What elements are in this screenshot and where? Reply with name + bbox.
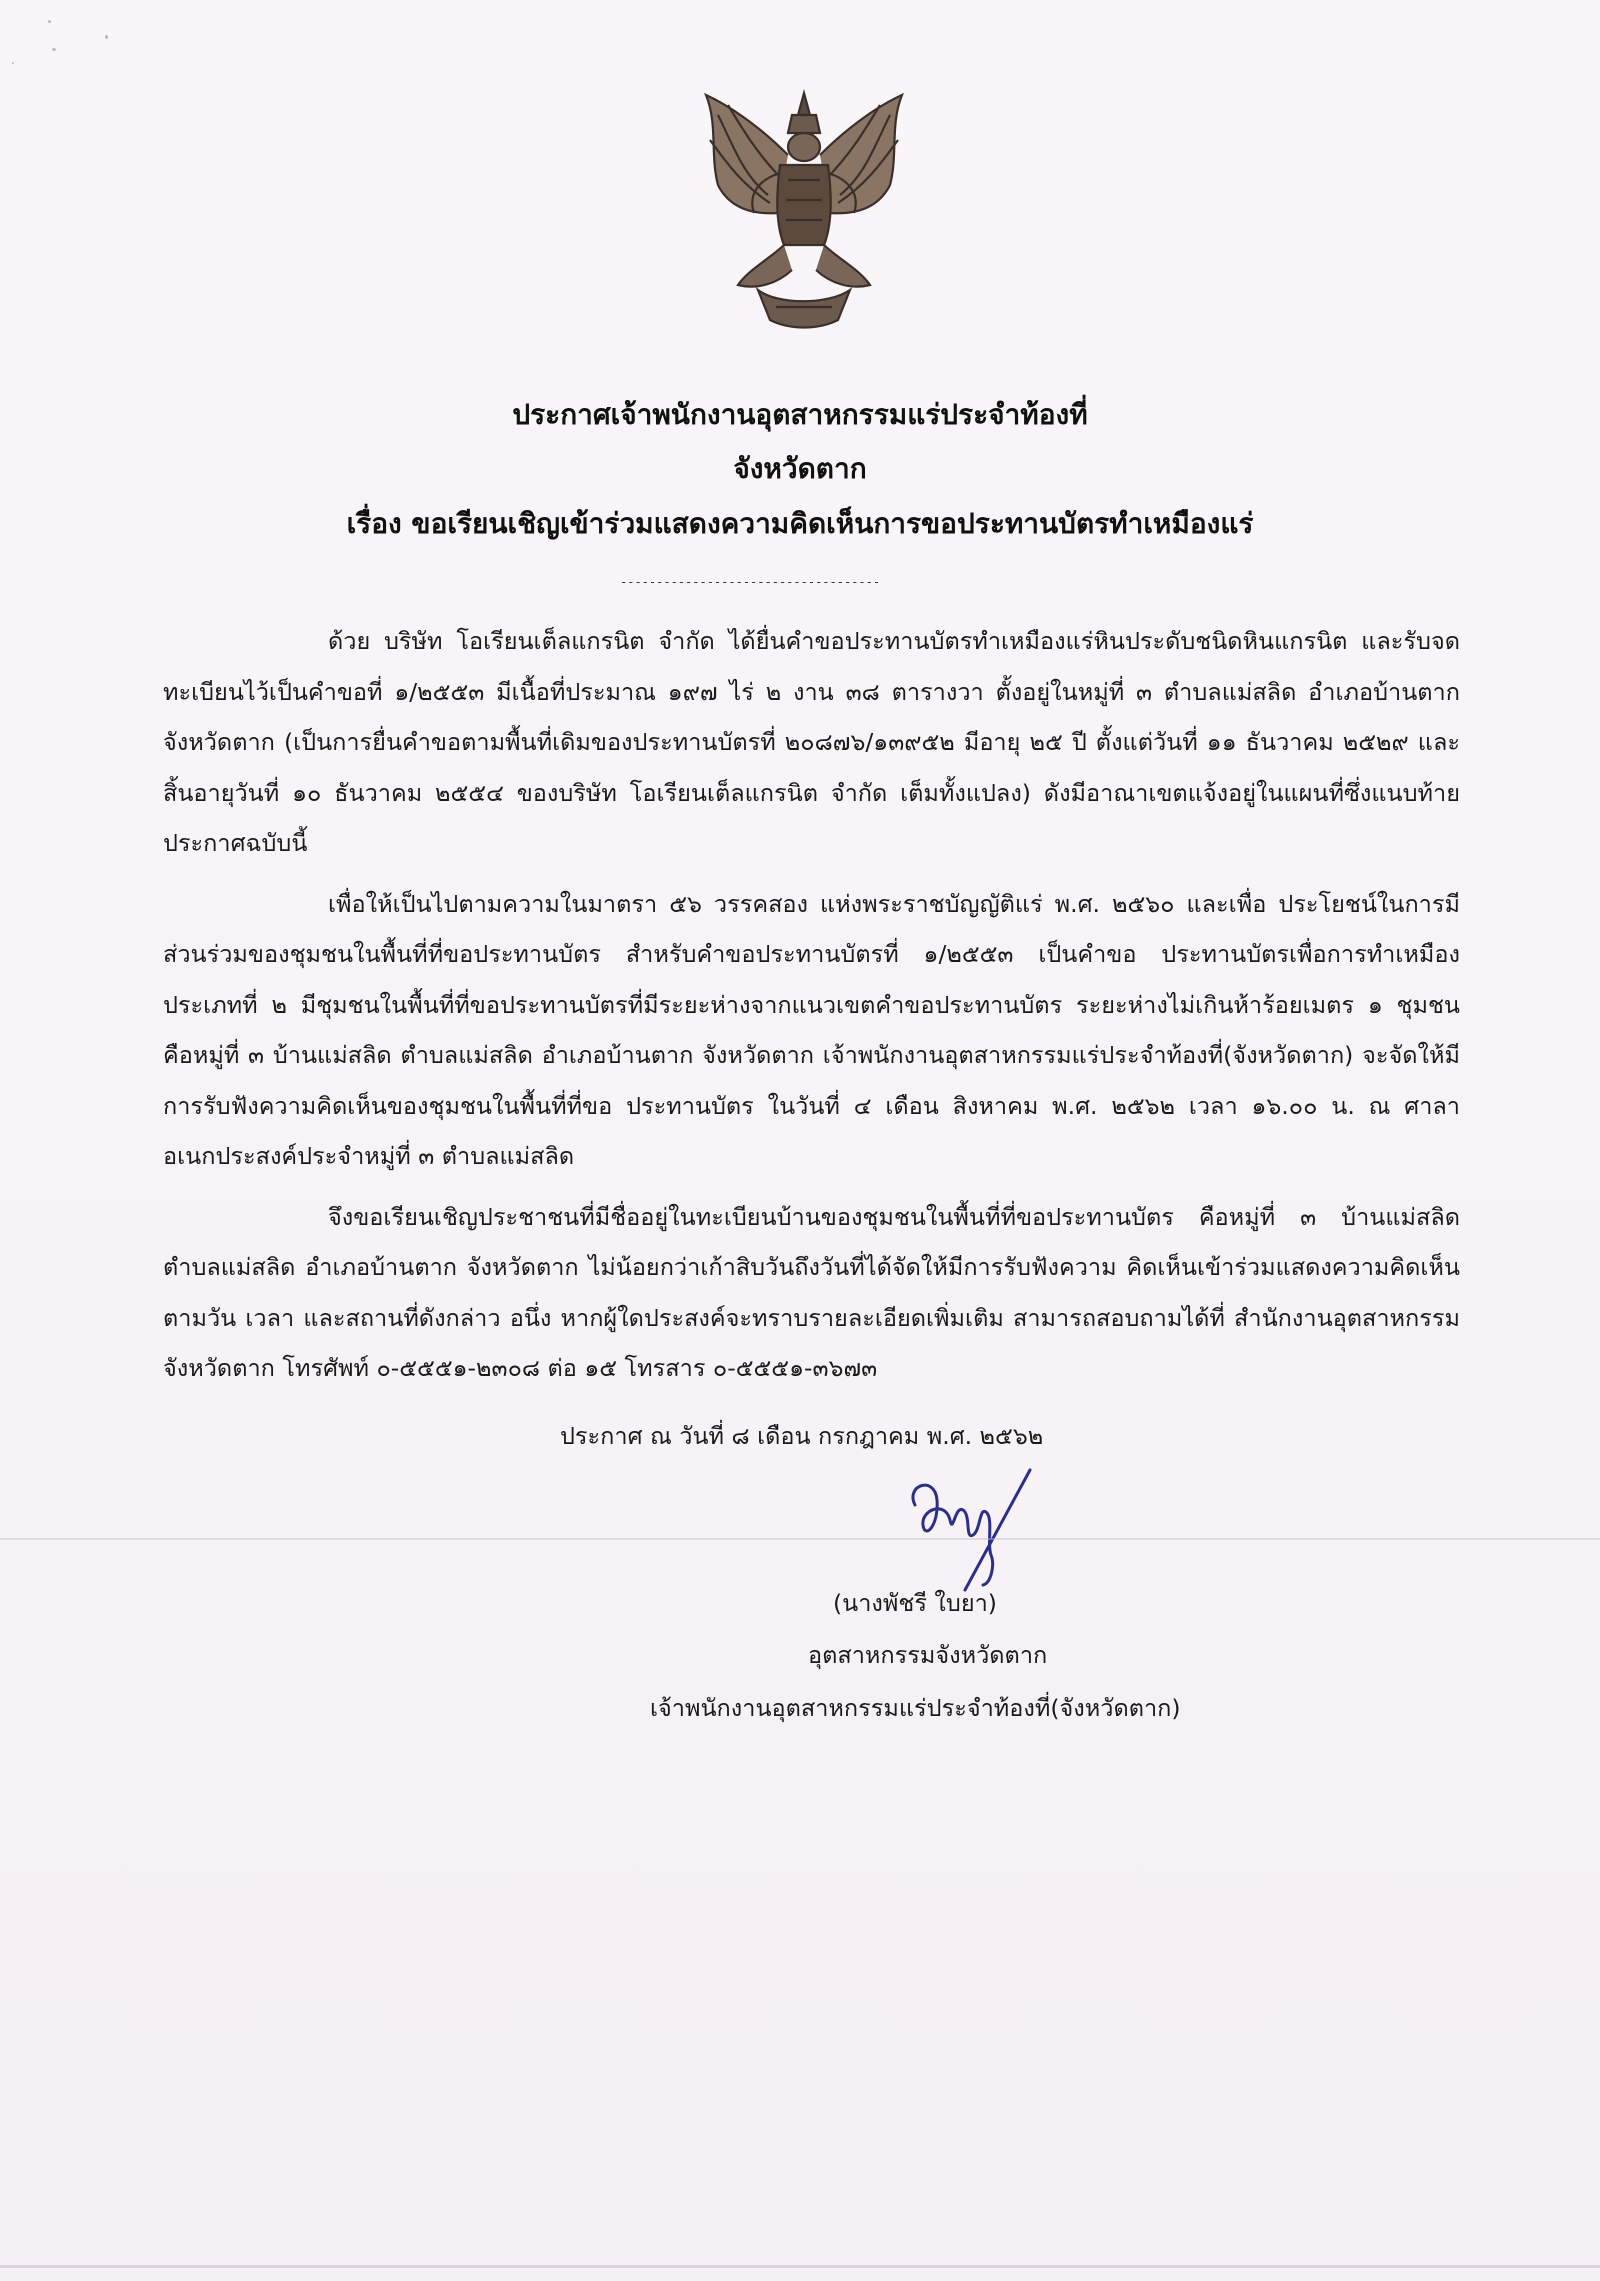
announcement-title: ประกาศเจ้าพนักงานอุตสาหกรรมแร่ประจำท้องที่ bbox=[512, 398, 1088, 431]
text-line: จึงขอเรียนเชิญประชาชนที่มีชื่ออยู่ในทะเบียนบ้านของชุมชนในพื้นที่ที่ขอประทานบัตร คือหมู่ที่ ๓ bbox=[328, 1202, 1317, 1231]
text-line: ประทานบัตรเพื่อการทำเหมืองประเภทที่ ๒ มีชุมชนในพื้นที่ที่ขอประทานบัตรที่มีระยะห่างจากแนวเขตคำขอประทานบัตร bbox=[163, 940, 1460, 1019]
signer-position: เจ้าพนักงานอุตสาหกรรมแร่ประจำท้องที่(จังหวัดตาก) bbox=[650, 1694, 1181, 1722]
text-line: สามารถสอบถามได้ที่ สำนักงานอุตสาหกรรมจังหวัดตาก โทรศัพท์ ๐-๕๕๕๑-๒๓๐๘ ต่อ ๑๕ โทรสาร ๐-๕๕๕๑-๓๖๗๓ bbox=[163, 1303, 1460, 1382]
paper-speck bbox=[52, 48, 56, 51]
garuda-emblem-icon bbox=[688, 85, 920, 337]
title-separator: ------------------------------------ bbox=[620, 575, 881, 589]
text-line: ระยะห่างไม่เกินห้าร้อยเมตร ๑ ชุมชน คือหมู่ที่ ๓ บ้านแม่สลิด ตำบลแม่สลิด อำเภอบ้านตาก จังหวัดตาก bbox=[163, 990, 1460, 1069]
page-bottom-edge bbox=[0, 2265, 1600, 2268]
text-line: จำกัด เต็มทั้งแปลง) ดังมีอาณาเขตแจ้งอยู่ในแผนที่ซึ่งแนบท้ายประกาศฉบับนี้ bbox=[163, 778, 1460, 857]
text-line: เจ้าพนักงานอุตสาหกรรมแร่ประจำท้องที่(จังหวัดตาก) จะจัดให้มีการรับฟังความคิดเห็นของชุมชนในพื้นที่ที่ขอ bbox=[163, 1041, 1460, 1120]
text-line: เพื่อให้เป็นไปตามความในมาตรา ๕๖ วรรคสอง แห่งพระราชบัญญัติแร่ พ.ศ. ๒๕๖๐ และเพื่อ bbox=[328, 889, 1267, 918]
text-line: ประทานบัตร ในวันที่ ๔ เดือน สิงหาคม พ.ศ. ๒๕๖๒ เวลา ๑๖.๐๐ น. ณ ศาลาอเนกประสงค์ประจำหมู่ที่ ๓ bbox=[163, 1091, 1460, 1170]
signature-icon bbox=[895, 1465, 1035, 1595]
signer-name: (นางพัชรี ใบยา) bbox=[833, 1589, 997, 1617]
signer-title: อุตสาหกรรมจังหวัดตาก bbox=[808, 1641, 1048, 1669]
announcement-date: ประกาศ ณ วันที่ ๘ เดือน กรกฎาคม พ.ศ. ๒๕๖๒ bbox=[560, 1422, 1044, 1450]
text-line: ตำบลแม่สลิด bbox=[441, 1142, 575, 1170]
text-line: ประโยชน์ในการมีส่วนร่วมของชุมชนในพื้นที่ที่ขอประทานบัตร สำหรับคำขอประทานบัตรที่ ๑/๒๕๕๓ เป็นคำขอ bbox=[163, 889, 1460, 968]
paper-fold-line bbox=[0, 1538, 1600, 1540]
text-line: มีอายุ ๒๕ ปี ตั้งแต่วันที่ ๑๑ ธันวาคม ๒๕๒๙ และสิ้นอายุวันที่ ๑๐ ธันวาคม ๒๕๕๔ ของบริษัท โอเรียนเต็ลแกรนิต bbox=[163, 728, 1460, 807]
paper-speck bbox=[12, 62, 14, 64]
province-title: จังหวัดตาก bbox=[733, 452, 867, 485]
paragraph-application bbox=[163, 616, 1460, 869]
paper-speck bbox=[105, 35, 108, 39]
announcement-body bbox=[163, 616, 1460, 1404]
paper-speck bbox=[48, 20, 51, 23]
text-line: ด้วย บริษัท โอเรียนเต็ลแกรนิต จำกัด ได้ยื่นคำขอประทานบัตรทำเหมืองแร่หินประดับชนิดหินแกรนิต bbox=[328, 627, 1348, 655]
text-line: คิดเห็นเข้าร่วมแสดงความคิดเห็นตามวัน เวลา และสถานที่ดังกล่าว อนึ่ง หากผู้ใดประสงค์จะทราบรายละเอียดเพิ่มเติม bbox=[163, 1253, 1460, 1332]
text-line: และรับจดทะเบียนไว้เป็นคำขอที่ ๑/๒๕๕๓ มีเนื้อที่ประมาณ ๑๙๗ ไร่ ๒ งาน ๓๘ ตารางวา ตั้งอยู่ในหมู่ที่ ๓ bbox=[163, 627, 1460, 706]
text-line: ตำบลแม่สลิด อำเภอบ้านตาก จังหวัดตาก (เป็นการยื่นคำขอตามพื้นที่เดิมของประทานบัตรที่ ๒๐๘๗๖/๑๓๙๕๒ bbox=[163, 677, 1460, 756]
text-line: บ้านแม่สลิด ตำบลแม่สลิด อำเภอบ้านตาก จังหวัดตาก ไม่น้อยกว่าเก้าสิบวันถึงวันที่ได้จัดให้มีการรับฟังความ bbox=[163, 1202, 1460, 1281]
paragraph-invitation bbox=[163, 1192, 1460, 1394]
paragraph-legal-basis bbox=[163, 879, 1460, 1182]
subject-line: เรื่อง ขอเรียนเชิญเข้าร่วมแสดงความคิดเห็นการขอประทานบัตรทำเหมืองแร่ bbox=[346, 507, 1254, 540]
